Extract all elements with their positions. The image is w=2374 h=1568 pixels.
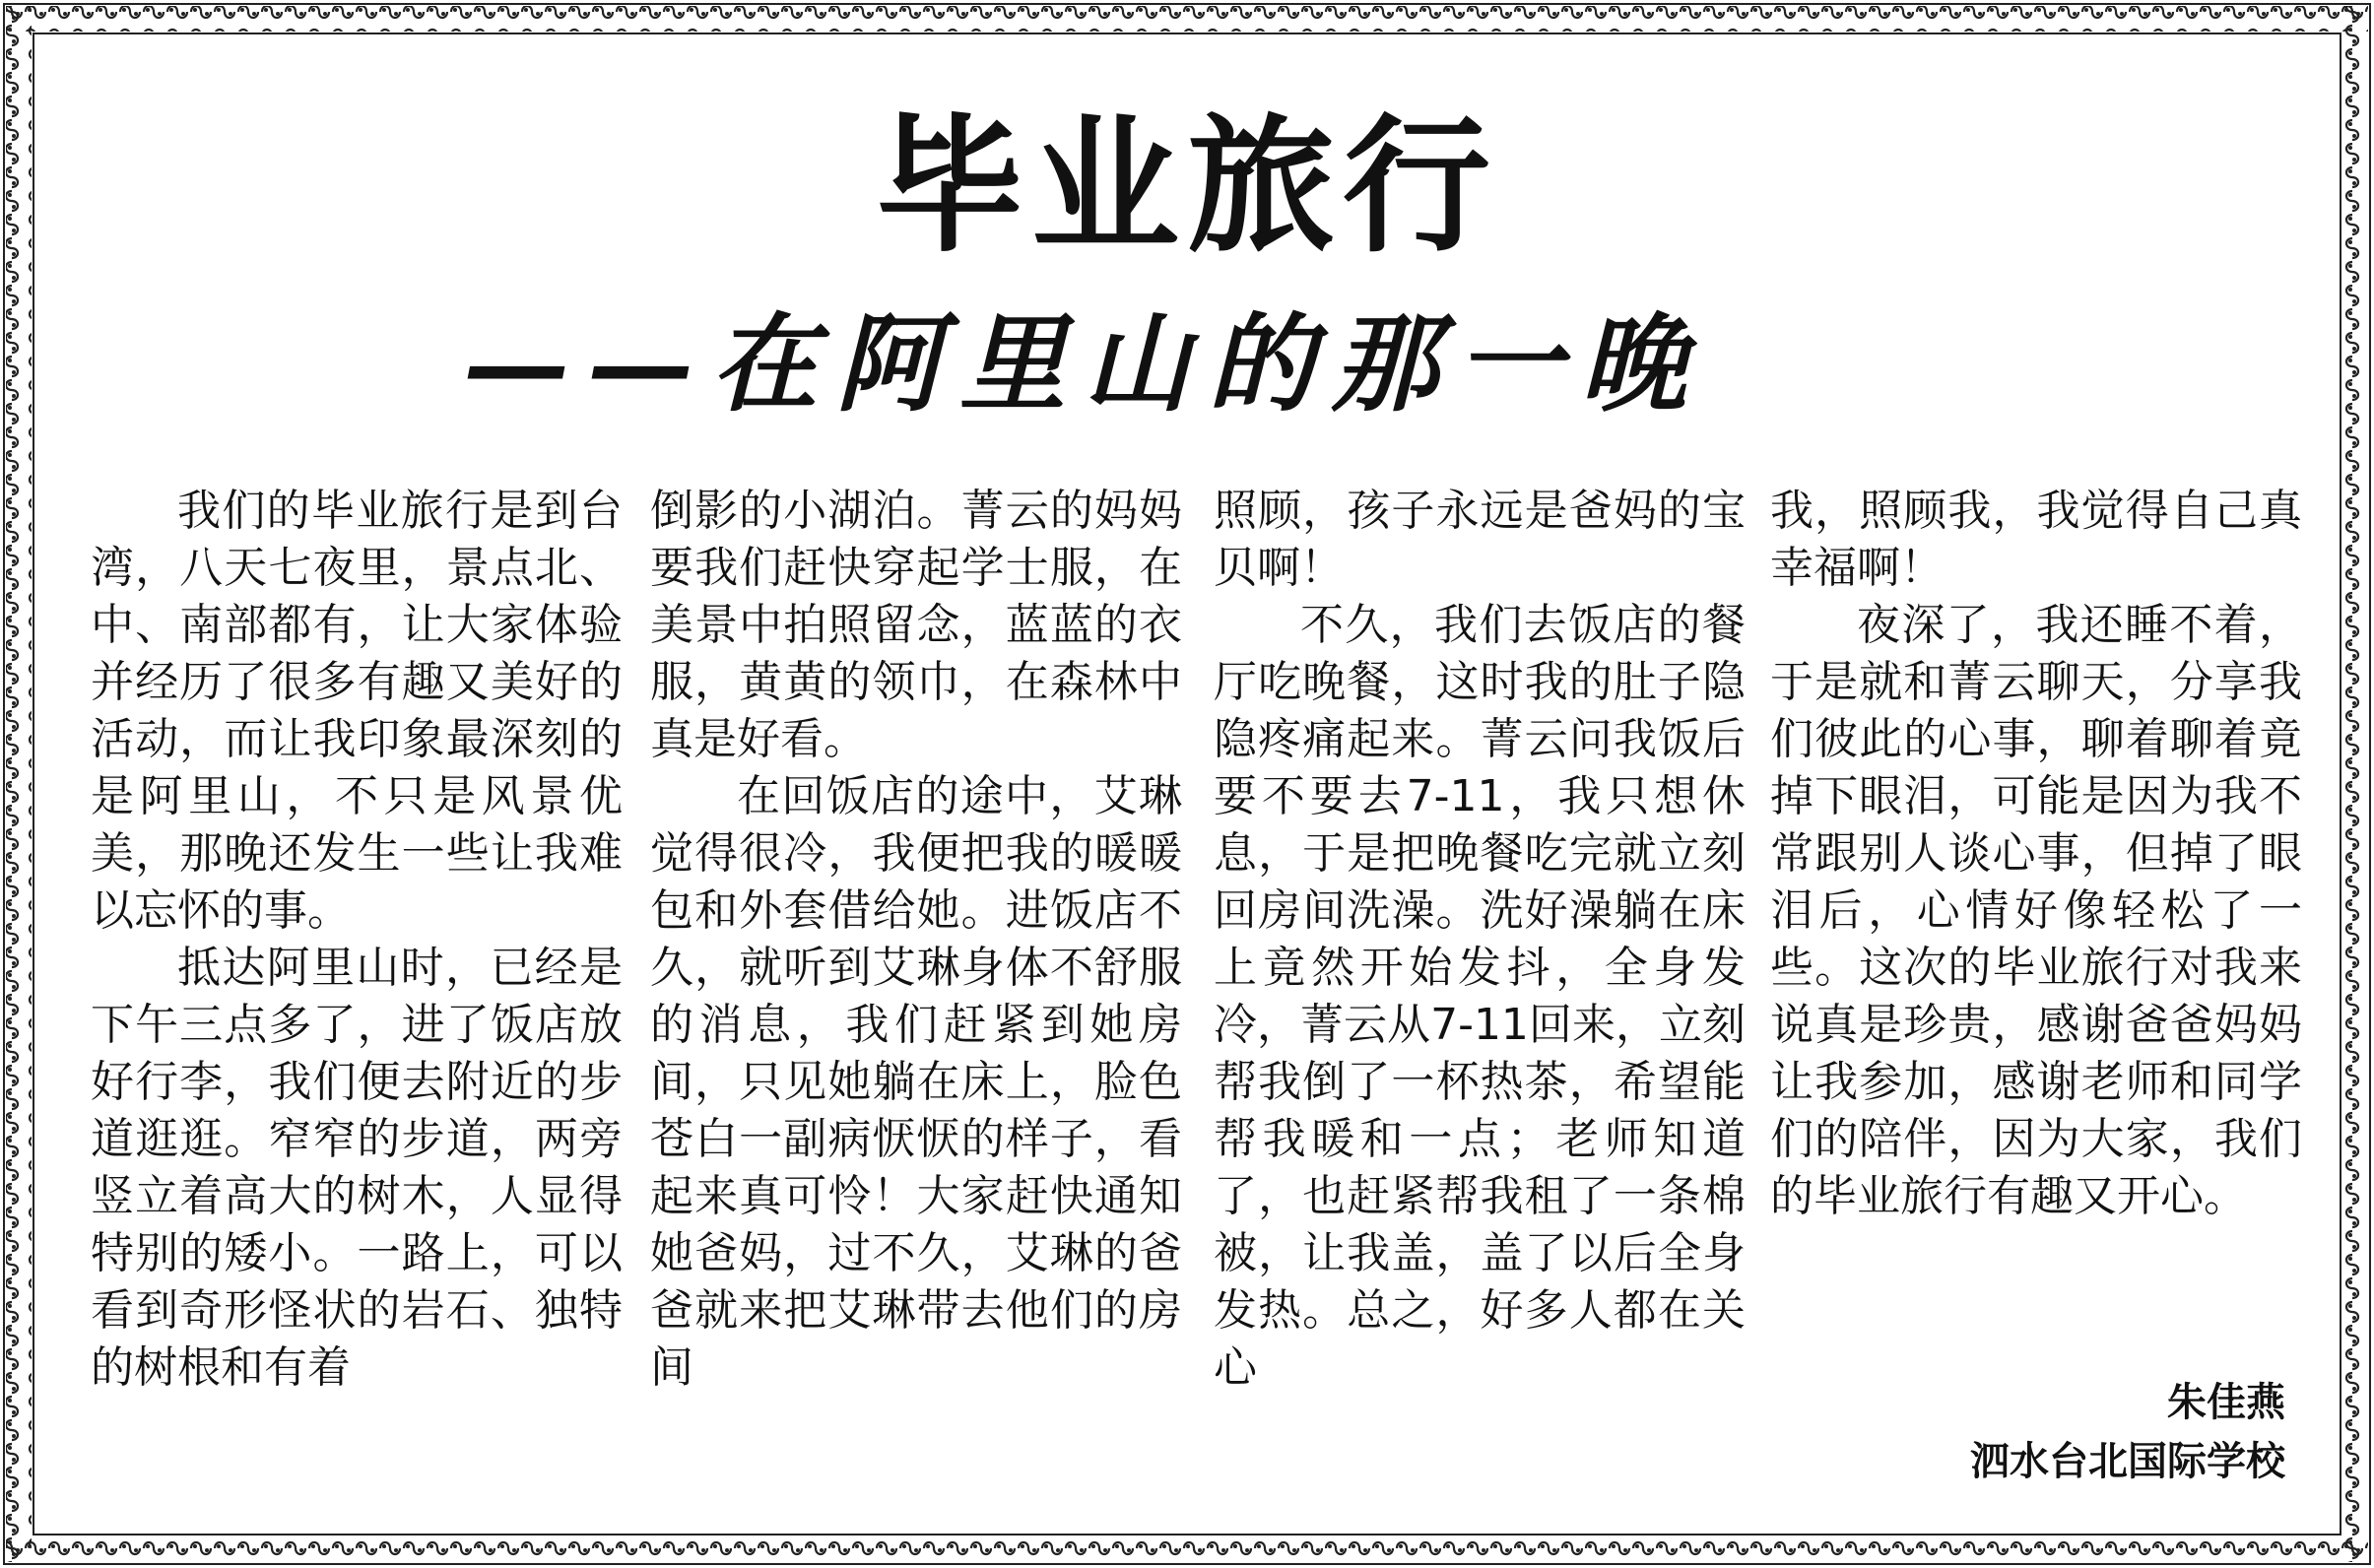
author-name: 朱佳燕	[2167, 1380, 2285, 1425]
paragraph: 夜深了，我还睡不着，于是就和菁云聊天，分享我们彼此的心事，聊着聊着竟掉下眼泪，可能是因为我不常跟别人谈心事，但掉了眼泪后，心情好像轻松了一些。这次的毕业旅行对我来说真是珍贵，感谢爸爸妈妈让我参加，感谢老师和同学们的陪伴，因为大家，我们的毕业旅行有趣又开心。	[1770, 600, 2302, 1221]
article-column-4	[1770, 483, 2302, 1517]
school-name: 泗水台北国际学校	[1970, 1439, 2285, 1484]
paragraph: 在回饭店的途中，艾琳觉得很冷，我便把我的暖暖包和外套借给她。进饭店不久，就听到艾琳身体不舒服的消息，我们赶紧到她房间，只见她躺在床上，脸色苍白一副病恹恹的样子，看起来真可怜！大家赶快通知她爸妈，过不久，艾琳的爸爸就来把艾琳带去他们的房间	[650, 771, 1182, 1393]
article-column-2	[650, 483, 1182, 1517]
paragraph: 我们的毕业旅行是到台湾，八天七夜里，景点北、中、南部都有，让大家体验并经历了很多有趣又美好的活动，而让我印象最深刻的是阿里山，不只是风景优美，那晚还发生一些让我难以忘怀的事。	[91, 486, 623, 936]
article-column-3	[1214, 483, 1746, 1517]
paragraph: 倒影的小湖泊。菁云的妈妈要我们赶快穿起学士服，在美景中拍照留念，蓝蓝的衣服，黄黄的领巾，在森林中真是好看。	[650, 486, 1182, 764]
paragraph: 照顾，孩子永远是爸妈的宝贝啊！	[1214, 486, 1746, 593]
paragraph: 我，照顾我，我觉得自己真幸福啊！	[1770, 486, 2302, 593]
article-column-1	[91, 483, 623, 1517]
paragraph: 不久，我们去饭店的餐厅吃晚餐，这时我的肚子隐隐疼痛起来。菁云问我饭后要不要去7-11，我只想休息，于是把晚餐吃完就立刻回房间洗澡。洗好澡躺在床上竟然开始发抖，全身发冷，菁云从7-11回来，立刻帮我倒了一杯热茶，希望能帮我暖和一点；老师知道了，也赶紧帮我租了一条棉被，让我盖，盖了以后全身发热。总之，好多人都在关心	[1214, 600, 1746, 1393]
article-subtitle: ——在阿里山的那一晚	[463, 302, 1705, 426]
paragraph: 抵达阿里山时，已经是下午三点多了，进了饭店放好行李，我们便去附近的步道逛逛。窄窄的步道，两旁竖立着高大的树木，人显得特别的矮小。一路上，可以看到奇形怪状的岩石、独特的树根和有着	[91, 943, 623, 1393]
article-title: 毕业旅行	[875, 101, 1498, 273]
